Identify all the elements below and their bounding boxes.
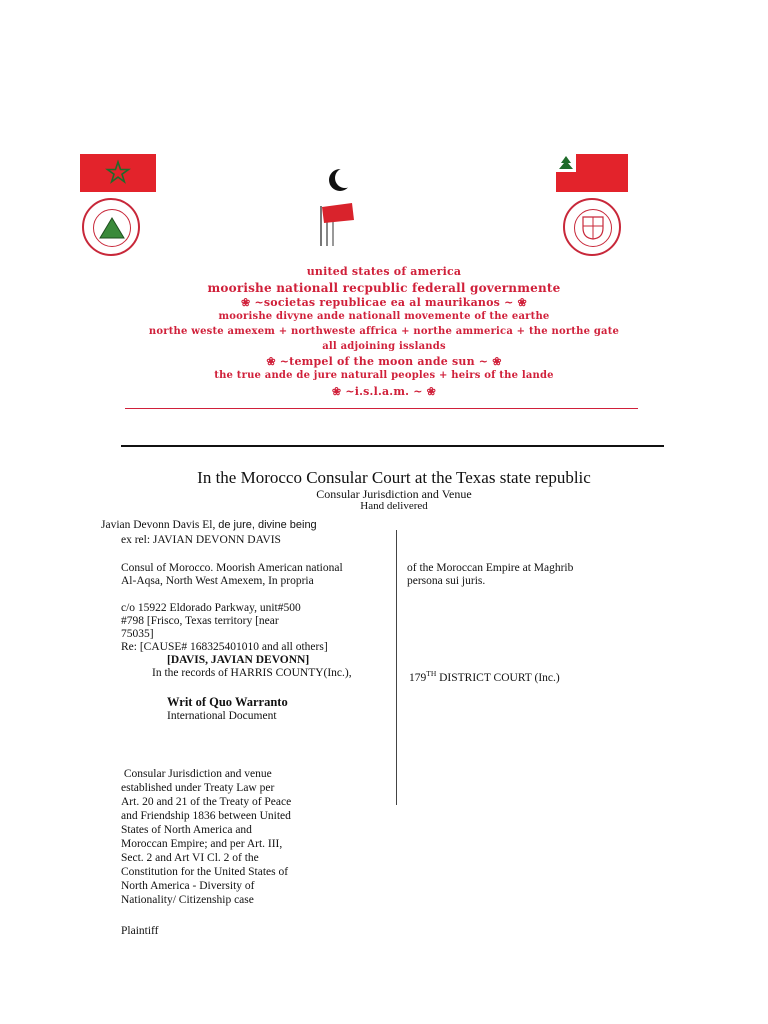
jurisdiction-line: established under Treaty Law per	[121, 782, 275, 794]
moorish-flag-right-icon	[556, 154, 628, 192]
jurisdiction-line: Sect. 2 and Art VI Cl. 2 of the	[121, 852, 259, 864]
plaintiff-label: Plaintiff	[121, 925, 159, 937]
party-line	[101, 519, 317, 533]
re-line: Re: [CAUSE# 168325401010 and all others]	[121, 641, 328, 653]
jurisdiction-line: and Friendship 1836 between United	[121, 810, 291, 822]
court-number: 179	[409, 671, 427, 684]
caption-name: [DAVIS, JAVIAN DEVONN]	[167, 654, 310, 666]
district-court	[409, 667, 560, 685]
jurisdiction-line: States of North America and	[121, 824, 252, 836]
letterhead-line: moorishe divyne ande nationall movemente of the earthe	[218, 311, 550, 322]
writ-title: Writ of Quo Warranto	[167, 695, 288, 709]
writ-subtitle: International Document	[167, 710, 277, 722]
empire-line-1: of the Moroccan Empire at Maghrib	[407, 562, 574, 574]
letterhead-line: the true ande de jure naturall peoples + heirs of the lande	[214, 370, 554, 381]
black-divider	[121, 445, 664, 447]
court-subtitle: Consular Jurisdiction and Venue	[316, 487, 472, 501]
court-ordinal: TH	[426, 669, 437, 678]
empire-line-2: persona sui juris.	[407, 575, 486, 587]
records-line: In the records of HARRIS COUNTY(Inc.),	[152, 667, 352, 679]
letterhead-line: moorishe nationall recpublic federall governmente	[207, 281, 561, 295]
party-status: de jure, divine being	[218, 519, 317, 531]
delivery-note: Hand delivered	[360, 500, 428, 512]
court-title: In the Morocco Consular Court at the Texas state republic	[197, 468, 591, 487]
letterhead-line: ❀ ~i.s.l.a.m. ~ ❀	[331, 385, 437, 398]
court-name: DISTRICT COURT (Inc.)	[436, 671, 560, 684]
red-divider	[125, 408, 638, 409]
jurisdiction-line: Moroccan Empire; and per Art. III,	[121, 838, 283, 850]
address-line-2: #798 [Frisco, Texas territory [near	[121, 615, 279, 627]
ex-rel: ex rel: JAVIAN DEVONN DAVIS	[121, 534, 281, 546]
crescent-icon	[325, 165, 355, 195]
morocco-flag-icon	[80, 154, 156, 192]
jurisdiction-line: Nationality/ Citizenship case	[121, 894, 254, 906]
party-name: Javian Devonn Davis El,	[101, 519, 216, 531]
consul-line-1: Consul of Morocco. Moorish American national	[121, 562, 343, 574]
letterhead-line: ❀ ~societas republicae ea al maurikanos ~ ❀	[241, 296, 527, 309]
red-flag-pole-icon	[312, 198, 362, 248]
address-line-1: c/o 15922 Eldorado Parkway, unit#500	[121, 602, 301, 614]
moorish-seal-left-icon	[82, 198, 140, 256]
jurisdiction-line: Art. 20 and 21 of the Treaty of Peace	[121, 796, 292, 808]
jurisdiction-line: Consular Jurisdiction and venue	[121, 768, 272, 780]
caption-divider	[396, 530, 397, 805]
letterhead-line: northe weste amexem + northweste affrica + northe ammerica + the northe gate	[148, 326, 620, 337]
letterhead-line: united states of america	[306, 265, 462, 278]
consul-line-2: Al-Aqsa, North West Amexem, In propria	[121, 575, 314, 587]
letterhead-line: ❀ ~tempel of the moon ande sun ~ ❀	[266, 355, 502, 368]
letterhead-line: all adjoining isslands	[322, 341, 446, 352]
jurisdiction-line: Constitution for the United States of	[121, 866, 289, 878]
jurisdiction-line: North America - Diversity of	[121, 880, 255, 892]
moorish-seal-right-icon	[563, 198, 621, 256]
address-line-3: 75035]	[121, 628, 154, 640]
